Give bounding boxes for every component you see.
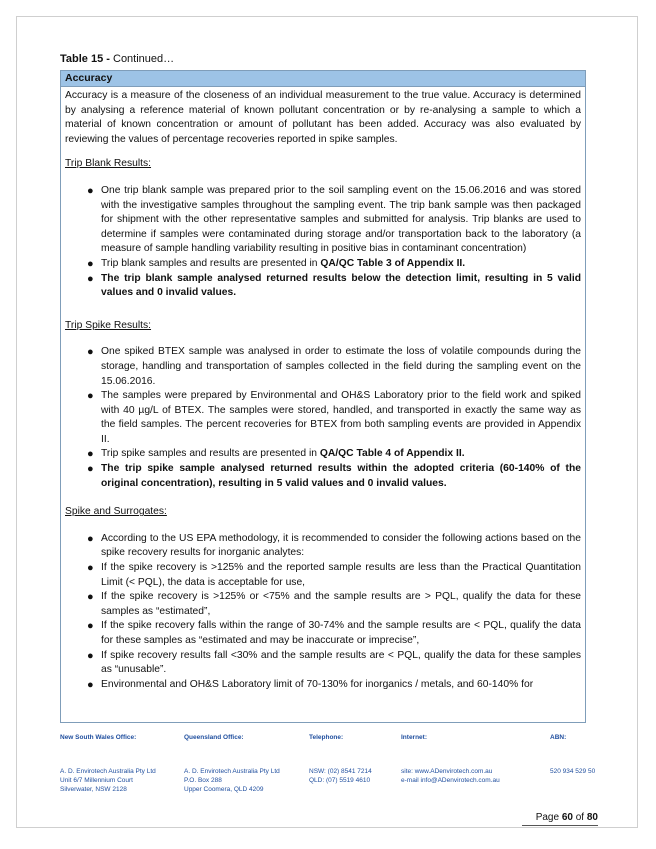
footer-tel-head: Telephone: (309, 734, 344, 741)
footer-abn (550, 734, 595, 776)
footer-telephone (309, 734, 372, 785)
list-item: ● If the spike recovery is >125% and the reported sample results are less than the Practical Quantitation Limit (< PQL), the data is acceptable for use, (87, 562, 581, 588)
footer-tel-qld: QLD: (07) 5519 4610 (309, 777, 371, 784)
footer-qld-office (184, 734, 280, 794)
spike-surrogates-list (65, 532, 581, 693)
list-item: ● Environmental and OH&S Laboratory limit of 70-130% for inorganics / metals, and 60-140% for (87, 678, 534, 691)
footer-abn-value: 520 934 529 50 (550, 768, 596, 775)
list-item: ● If the spike recovery falls within the range of 30-74% and the sample results are < PQL, qualify the data for these samples as “estimated and may be inaccurate or imprecise”, (87, 620, 581, 646)
footer-nsw-line2: Unit 6/7 Millennium Court (60, 777, 133, 784)
footer-qld-head: Queensland Office: (184, 734, 244, 741)
footer-tel-nsw: NSW: (02) 8541 7214 (309, 768, 372, 775)
list-item: ● If the spike recovery is >125% or <75% and the sample results are > PQL, qualify the data for these samples as “estimated”, (87, 591, 581, 617)
list-item: ● Trip spike samples and results are presented in QA/QC Table 4 of Appendix II. (87, 448, 465, 461)
page-prefix: Page (535, 812, 560, 823)
list-item: ● The trip blank sample analysed returned results below the detection limit, resulting in 5 valid values and 0 invalid values. (87, 272, 581, 299)
trip-spike-heading: Trip Spike Results: (65, 319, 152, 331)
footer-qld-line3: Upper Coomera, QLD 4209 (184, 786, 264, 793)
table-title-label: Table 15 - (60, 53, 110, 65)
list-item: ● Trip blank samples and results are presented in QA/QC Table 3 of Appendix II. (87, 257, 466, 270)
page-of: of (575, 812, 585, 823)
list-item: ● One spiked BTEX sample was analysed in order to estimate the loss of volatile compounds during the storage, handling and transportation of samples collected in the field during the sampling event on the 15.06.2016. (87, 346, 581, 387)
list-item: ● According to the US EPA methodology, it is recommended to consider the following actions based on the spike recovery results for inorganic analytes: (87, 532, 581, 559)
spike-surrogates-heading: Spike and Surrogates: (65, 506, 167, 518)
page-current: 60 (561, 812, 573, 823)
trip-spike-list (65, 345, 581, 491)
footer-nsw-line3: Silverwater, NSW 2128 (60, 786, 127, 793)
footer-website-link[interactable]: site: www.ADenvirotech.com.au (401, 768, 493, 775)
footer-qld-line2: P.O. Box 288 (184, 777, 222, 784)
list-item: ● The trip spike sample analysed returned results within the adopted criteria (60-140% of the original concentration), resulting in 5 valid values and 0 invalid values. (87, 463, 581, 489)
accuracy-header: Accuracy (61, 71, 585, 87)
page-number-rule (522, 825, 598, 826)
page-number (536, 812, 598, 823)
page-total: 80 (586, 812, 598, 823)
footer-nsw-office (60, 734, 156, 794)
footer-email-link[interactable]: e-mail info@ADenvirotech.com.au (401, 777, 500, 784)
table-title-suffix: Continued… (113, 53, 175, 65)
table-title (60, 53, 174, 65)
footer-nsw-head: New South Wales Office: (60, 734, 137, 741)
footer-divider (60, 722, 586, 723)
footer-internet (401, 734, 500, 785)
footer-nsw-line1: A. D. Envirotech Australia Pty Ltd (60, 768, 156, 775)
footer-web-head: Internet: (401, 734, 427, 741)
accuracy-table (60, 70, 586, 722)
list-item: ● The samples were prepared by Environmental and OH&S Laboratory prior to the field work and spiked with 40 µg/L of BTEX. The samples were stored, handled, and transported in exactly the same way as the field samples. The percent recoveries for BTEX from both sampling events are provided in Appendix II. (87, 390, 581, 445)
footer-abn-head: ABN: (550, 734, 567, 741)
trip-blank-heading: Trip Blank Results: (65, 158, 152, 170)
list-item: ● One trip blank sample was prepared prior to the soil sampling event on the 15.06.2016 and was stored with the investigative samples throughout the sampling event. The trip bank sample was then packaged for shipment with the other representative samples and submitted for analysis. Trip blanks are used to determine if samples were contaminated during storage and/or transportation back to the laboratory (a measure of sample handling variability resulting in positive bias in contaminant concentration) (87, 184, 581, 255)
accuracy-intro: Accuracy is a measure of the closeness of an individual measurement to the true value. Accuracy is determined by analysing a reference material of known pollutant concentration or by re-analysing a sample to which a material of known concentration or amount of pollutant has been added. Accuracy was also evaluated by reviewing the values of percentage recoveries reported in spike samples. (65, 90, 581, 145)
footer-qld-line1: A. D. Envirotech Australia Pty Ltd (184, 768, 280, 775)
list-item: ● If spike recovery results fall <30% and the sample results are < PQL, qualify the data for these samples as “unusable”. (87, 649, 581, 676)
trip-blank-list (65, 184, 581, 301)
accuracy-body (61, 87, 585, 694)
